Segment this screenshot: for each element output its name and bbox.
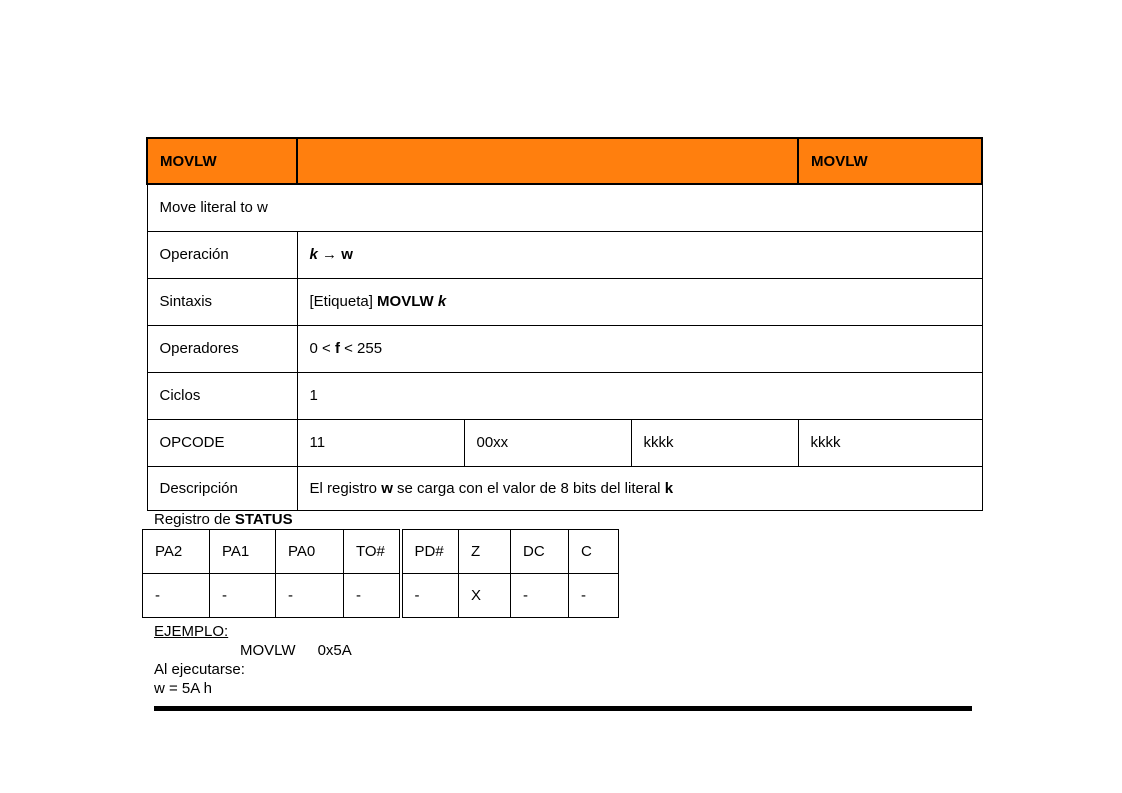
status-table xyxy=(142,529,619,618)
opcode-label: OPCODE xyxy=(147,419,297,466)
operation-value xyxy=(297,231,982,278)
description-label: Descripción xyxy=(147,466,297,510)
syntax-mnemonic: MOVLW xyxy=(377,293,434,310)
opcode-field: 11 xyxy=(297,419,464,466)
description-part1: El registro xyxy=(309,479,382,497)
example-operand: 0x5A xyxy=(317,642,352,659)
example-code xyxy=(154,641,352,660)
example-line-2: Al ejecutarse: xyxy=(154,661,245,678)
syntax-prefix: [Etiqueta] xyxy=(309,293,378,310)
operators-row xyxy=(147,325,982,372)
status-value-row xyxy=(143,574,619,618)
instruction-table xyxy=(146,137,983,511)
operation-k: k xyxy=(309,246,318,263)
status-bit-value: X xyxy=(459,574,511,618)
status-bit-header: DC xyxy=(511,530,569,574)
header-mnemonic-right: MOVLW xyxy=(798,138,982,184)
description-title-row xyxy=(147,184,982,231)
opcode-field: kkkk xyxy=(631,419,798,466)
description-value xyxy=(297,466,982,510)
example-line-3: w = 5A h xyxy=(154,680,212,697)
operation-row xyxy=(147,231,982,278)
operators-post: < 255 xyxy=(339,340,383,357)
status-bit-value: - xyxy=(276,574,344,618)
cycles-label: Ciclos xyxy=(147,372,297,419)
description-lit: k xyxy=(664,479,674,497)
cycles-value: 1 xyxy=(297,372,982,419)
status-bit-header: PA2 xyxy=(143,530,210,574)
opcode-field: 00xx xyxy=(464,419,631,466)
example-instruction: MOVLW xyxy=(240,642,296,659)
status-bit-header: PA0 xyxy=(276,530,344,574)
cycles-row xyxy=(147,372,982,419)
status-bit-header: TO# xyxy=(344,530,401,574)
bottom-rule xyxy=(154,706,972,711)
syntax-operand: k xyxy=(437,293,447,310)
status-bit-value: - xyxy=(511,574,569,618)
syntax-label: Sintaxis xyxy=(147,278,297,325)
operation-arrow: → xyxy=(322,246,338,263)
example-title: EJEMPLO: xyxy=(154,623,229,640)
description-part2: se carga con el valor de 8 bits del literal xyxy=(392,479,665,497)
status-bit-header: Z xyxy=(459,530,511,574)
status-bit-value: - xyxy=(210,574,276,618)
status-register-label xyxy=(154,511,293,528)
opcode-field: kkkk xyxy=(798,419,982,466)
description-reg: w xyxy=(381,479,393,497)
syntax-row xyxy=(147,278,982,325)
example-block xyxy=(154,622,352,698)
status-bit-header: PA1 xyxy=(210,530,276,574)
status-bit-value: - xyxy=(569,574,619,618)
status-label-bold: STATUS xyxy=(234,511,293,528)
description-title: Move literal to w xyxy=(147,184,982,231)
header-blank xyxy=(297,138,798,184)
operators-label: Operadores xyxy=(147,325,297,372)
description-row xyxy=(147,466,982,510)
operators-var: f xyxy=(334,340,340,357)
status-bit-value: - xyxy=(344,574,401,618)
header-row xyxy=(147,138,982,184)
status-bit-header: C xyxy=(569,530,619,574)
status-bit-value: - xyxy=(143,574,210,618)
status-header-row xyxy=(143,530,619,574)
opcode-row xyxy=(147,419,982,466)
header-mnemonic-left: MOVLW xyxy=(147,138,297,184)
syntax-value xyxy=(297,278,982,325)
operation-label: Operación xyxy=(147,231,297,278)
operators-pre: 0 < xyxy=(309,340,335,357)
status-bit-header: PD# xyxy=(401,530,459,574)
operation-w: w xyxy=(341,246,353,263)
status-label-prefix: Registro de xyxy=(154,511,235,528)
operators-value xyxy=(297,325,982,372)
status-bit-value: - xyxy=(401,574,459,618)
